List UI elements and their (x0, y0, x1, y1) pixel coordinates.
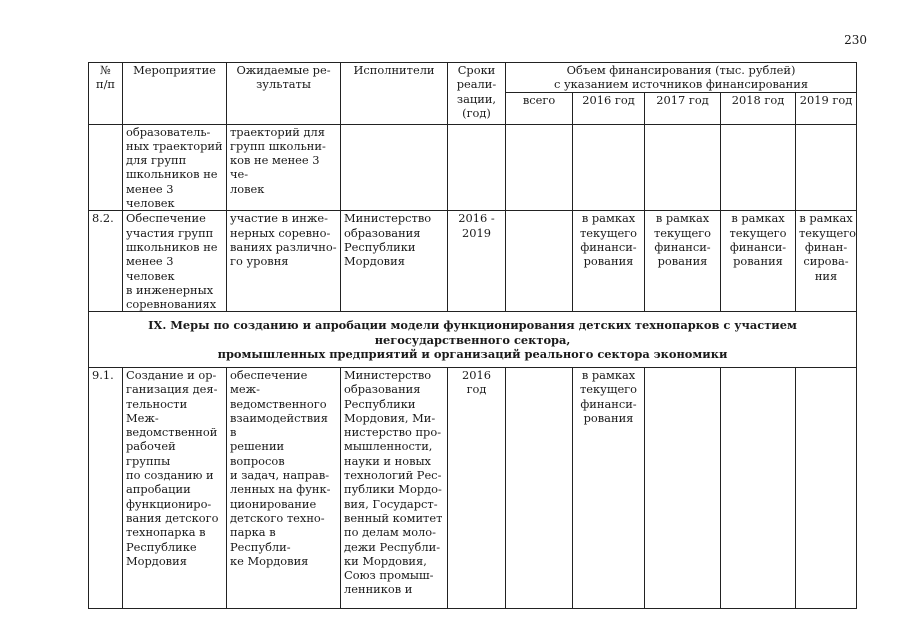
cell-results: обеспечение меж- ведомственного взаимодействия в решении вопросов и задач, направ- ленных на функ- ционирование детского техно- парка в Республи- ке Мордовия (227, 367, 341, 608)
section-row (89, 312, 857, 368)
cell-2018 (721, 124, 796, 211)
header-results: Ожидаемые ре- зультаты (227, 63, 341, 125)
cell-2017 (645, 367, 721, 608)
cell-2017 (645, 124, 721, 211)
cell-2019 (796, 367, 857, 608)
cell-2018: в рамках текущего финанси- рования (721, 211, 796, 312)
cell-num: 8.2. (89, 211, 123, 312)
cell-2019 (796, 124, 857, 211)
cell-results: траекторий для групп школьни- ков не менее 3 че- ловек (227, 124, 341, 211)
cell-2016: в рамках текущего финанси- рования (573, 367, 645, 608)
header-terms: Сроки реали- зации, (год) (448, 63, 506, 125)
cell-event: образователь- ных траекторий для групп школьников не менее 3 человек (123, 124, 227, 211)
header-num: № п/п (89, 63, 123, 125)
cell-total (506, 367, 573, 608)
cell-2019: в рамках текущего финан- сирова- ния (796, 211, 857, 312)
cell-results: участие в инже- нерных соревно- ваниях различно- го уровня (227, 211, 341, 312)
header-2017: 2017 год (645, 92, 721, 124)
header-2019: 2019 год (796, 92, 857, 124)
header-funding: Объем финансирования (тыс. рублей) с указанием источников финансирования (506, 63, 857, 93)
table-row (89, 367, 857, 608)
table-row (89, 124, 857, 211)
header-executors: Исполнители (341, 63, 448, 125)
table-row (89, 211, 857, 312)
cell-event: Обеспечение участия групп школьников не менее 3 человек в инженерных соревнованиях (123, 211, 227, 312)
cell-terms: 2016 - 2019 (448, 211, 506, 312)
header-total: всего (506, 92, 573, 124)
cell-2016: в рамках текущего финанси- рования (573, 211, 645, 312)
measures-table (88, 62, 857, 609)
cell-terms: 2016 год (448, 367, 506, 608)
cell-2017: в рамках текущего финанси- рования (645, 211, 721, 312)
cell-2018 (721, 367, 796, 608)
section-ix-heading: IX. Меры по созданию и апробации модели функционирования детских технопарков с участием негосударственного сектора, промышленных предприятий и организаций реального сектора экономики (89, 312, 857, 368)
cell-executors: Министерство образования Республики Мордовия (341, 211, 448, 312)
page-number: 230 (844, 33, 867, 47)
cell-total (506, 124, 573, 211)
header-event: Мероприятие (123, 63, 227, 125)
cell-executors: Министерство образования Республики Мордовия, Ми- нистерство про- мышленности, науки и новых технологий Рес- публики Мордо- вия, Государст- венный комитет по делам моло- дежи Республи- ки Мордовия, Союз промыш- ленников и (341, 367, 448, 608)
cell-total (506, 211, 573, 312)
cell-2016 (573, 124, 645, 211)
cell-executors (341, 124, 448, 211)
cell-num (89, 124, 123, 211)
table-header-row (89, 63, 857, 93)
cell-num: 9.1. (89, 367, 123, 608)
cell-terms (448, 124, 506, 211)
header-2018: 2018 год (721, 92, 796, 124)
header-2016: 2016 год (573, 92, 645, 124)
cell-event: Создание и ор- ганизация дея- тельности Меж- ведомственной рабочей группы по созданию и апробации функциониро- вания детского технопарка в Республике Мордовия (123, 367, 227, 608)
